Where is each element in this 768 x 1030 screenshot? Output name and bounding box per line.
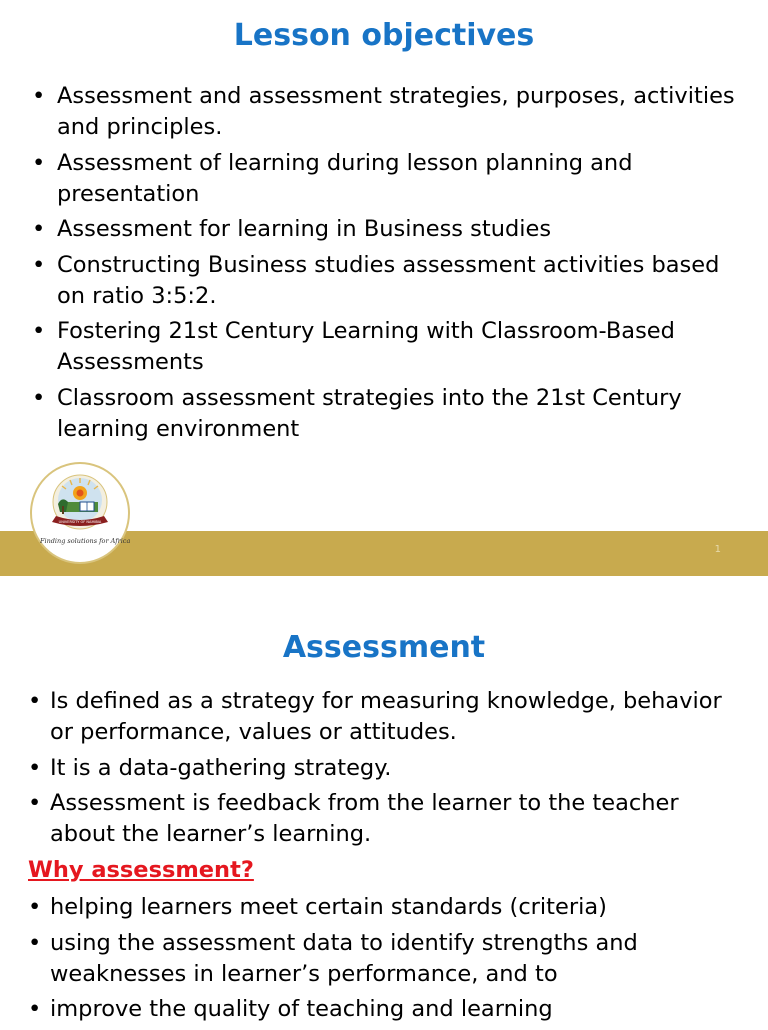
definition-text: It is a data-gathering strategy. [50,754,392,781]
list-item: • using the assessment data to identify strengths and weaknesses in learner’s performance, and to [28,928,742,990]
logo-ribbon-text: UNIVERSITY OF NAMIBIA [58,520,102,524]
list-item: • Constructing Business studies assessment activities based on ratio 3:5:2. [32,250,742,312]
list-item: • Is defined as a strategy for measuring knowledge, behavior or performance, values or attitudes. [28,686,742,748]
slide-1-title: Lesson objectives [233,18,535,53]
why-text: improve the quality of teaching and learning [50,996,553,1022]
slide-separator [0,577,768,595]
slide-2-title: Assessment [282,630,486,665]
definition-text: Is defined as a strategy for measuring knowledge, behavior or performance, values or attitudes. [50,688,722,745]
list-item: • Assessment for learning in Business studies [32,214,742,245]
university-logo [30,462,130,564]
list-item: • Assessment of learning during lesson planning and presentation [32,148,742,210]
objective-text: Constructing Business studies assessment activities based on ratio 3:5:2. [57,251,720,309]
definition-text: Assessment is feedback from the learner to the teacher about the learner’s learning. [50,790,679,847]
objective-text: Classroom assessment strategies into the 21st Century learning environment [57,384,682,442]
list-item: • It is a data-gathering strategy. [28,753,742,784]
list-item: • Assessment is feedback from the learner to the teacher about the learner’s learning. [28,788,742,850]
why-list [28,892,742,1030]
list-item: • Classroom assessment strategies into the 21st Century learning environment [32,383,742,445]
why-assessment-heading: Why assessment? [28,857,254,883]
why-text: helping learners meet certain standards (criteria) [50,894,607,920]
list-item: • Assessment and assessment strategies, purposes, activities and principles. [32,81,742,143]
seal-icon [32,464,131,562]
definition-list [28,686,742,855]
objective-text: Fostering 21st Century Learning with Classroom-Based Assessments [57,318,675,375]
logo-motto: Finding solutions for Africa [40,537,131,545]
list-item: • improve the quality of teaching and learning [28,994,742,1025]
objective-text: Assessment for learning in Business studies [57,216,552,242]
page-number: 1 [714,544,721,555]
why-text: using the assessment data to identify strengths and weaknesses in learner’s performance, and to [50,929,638,987]
objective-text: Assessment and assessment strategies, purposes, activities and principles. [57,83,735,140]
list-item: • helping learners meet certain standards (criteria) [28,892,742,923]
objective-text: Assessment of learning during lesson planning and presentation [57,149,633,207]
list-item: • Fostering 21st Century Learning with Classroom-Based Assessments [32,316,742,378]
objectives-list [32,81,742,449]
